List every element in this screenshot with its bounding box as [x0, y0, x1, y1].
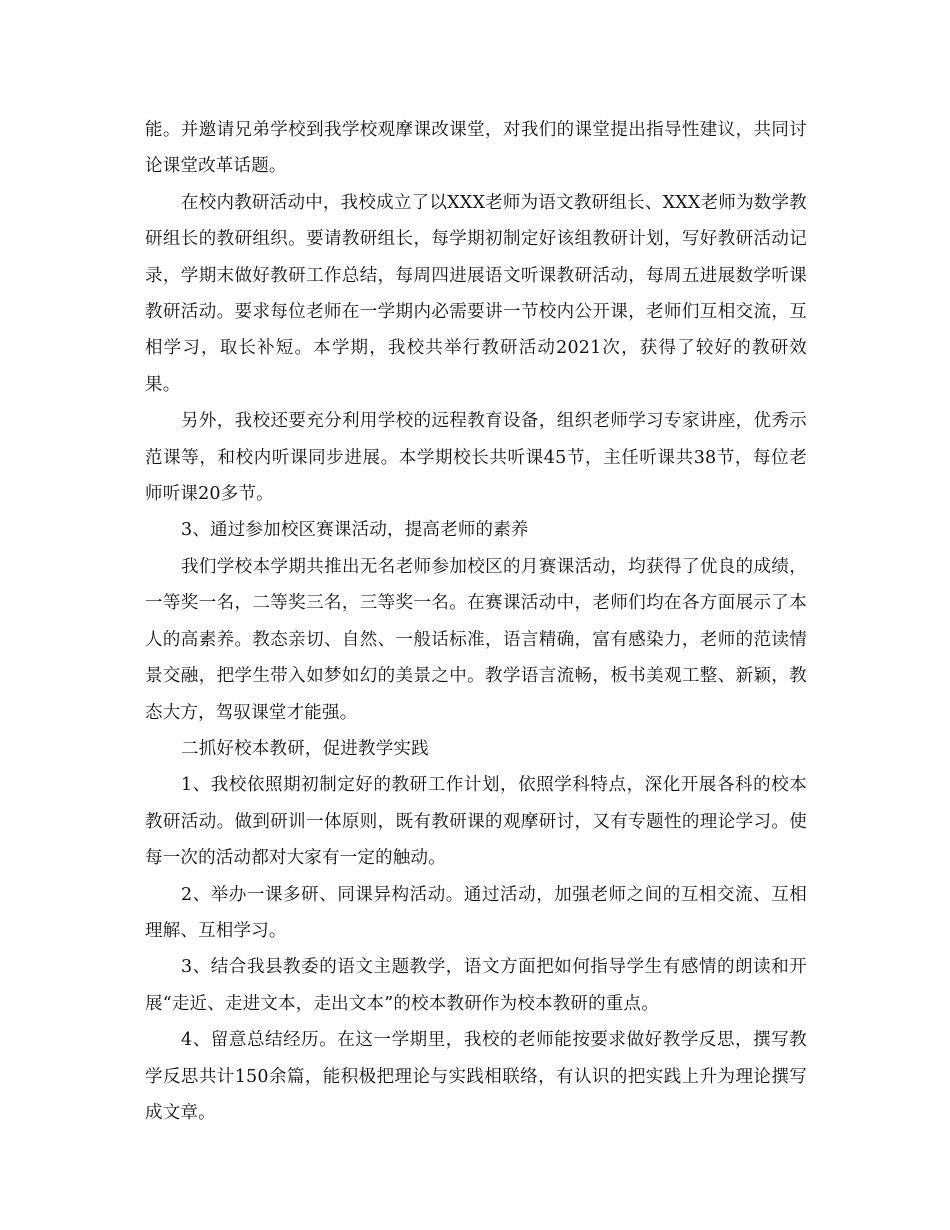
section-heading-competition: 3、通过参加校区赛课活动，提高老师的素养: [181, 520, 529, 541]
paragraph-competition-results: 我们学校本学期共推出无名老师参加校区的月赛课活动，均获得了优良的成绩，一等奖一名，二等奖三名，三等奖一名。在赛课活动中，老师们均在各方面展示了本人的高素养。教态亲切、自然、一般话标准，语言精确，富有感染力，老师的范读情景交融，把学生带入如梦如幻的美景之中。教学语言流畅，板书美观工整、新颖，教态大方，驾驭课堂才能强。: [145, 556, 807, 723]
paragraph-continuation: 能。并邀请兄弟学校到我学校观摩课改课堂，对我们的课堂提出指导性建议，共同讨论课堂改革话题。: [145, 120, 807, 177]
paragraph-item-4: 4、留意总结经历。在这一学期里，我校的老师能按要求做好教学反思，撰写教学反思共计150余篇，能积极把理论与实践相联络，有认识的把实践上升为理论撰写成文章。: [145, 1030, 807, 1123]
paragraph-item-2: 2、举办一课多研、同课异构活动。通过活动，加强老师之间的互相交流、互相理解、互相学习。: [145, 884, 807, 941]
paragraph-teaching-research-groups: 在校内教研活动中，我校成立了以XXX老师为语文教研组长、XXX老师为数学教研组长的教研组织。要请教研组长，每学期初制定好该组教研计划，写好教研活动记录，学期末做好教研工作总结，每周四进展语文听课教研活动，每周五进展数学听课教研活动。要求每位老师在一学期内必需要讲一节校内公开课，老师们互相交流，互相学习，取长补短。本学期，我校共举行教研活动2021次，获得了较好的教研效果。: [145, 192, 807, 395]
paragraph-item-1: 1、我校依照期初制定好的教研工作计划，依照学科特点，深化开展各科的校本教研活动。做到研训一体原则，既有教研课的观摩研讨，又有专题性的理论学习。使每一次的活动都对大家有一定的触动。: [145, 775, 807, 869]
paragraph-item-3: 3、结合我县教委的语文主题教学，语文方面把如何指导学生有感情的朗读和开展“走近、走进文本，走出文本”的校本教研作为校本教研的重点。: [145, 957, 807, 1014]
section-heading-school-research: 二抓好校本教研，促进教学实践: [181, 738, 429, 759]
paragraph-remote-education: 另外，我校还要充分利用学校的远程教育设备，组织老师学习专家讲座，优秀示范课等，和校内听课同步进展。本学期校长共听课45节，主任听课共38节，每位老师听课20多节。: [145, 411, 807, 505]
document-body: [145, 112, 807, 1131]
